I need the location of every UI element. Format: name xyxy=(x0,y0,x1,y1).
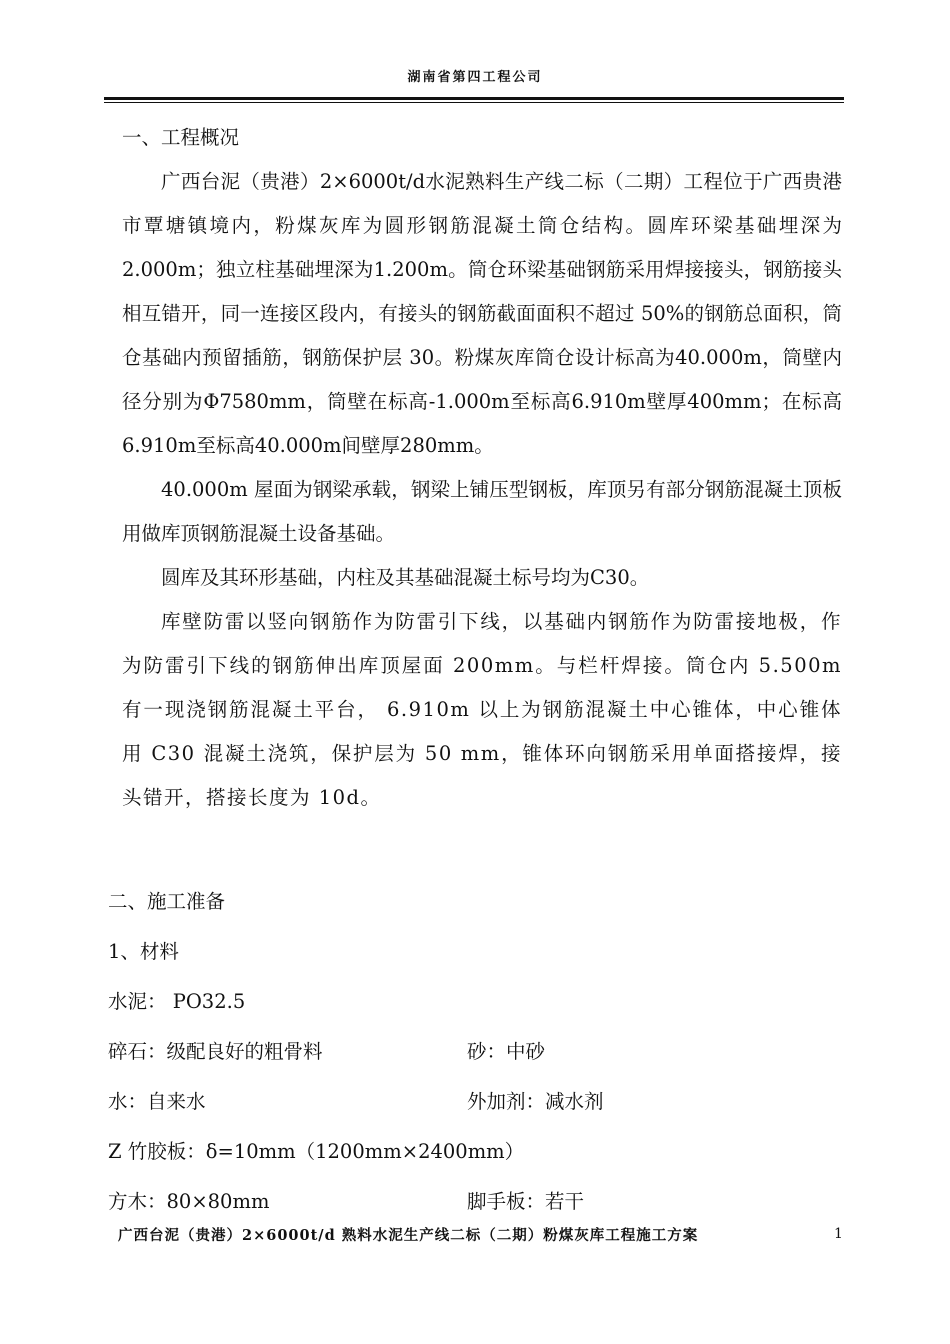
overview-paragraph-1: 广西台泥（贵港）2×6000t/d水泥熟料生产线二标（二期）工程位于广西贵港市覃塘镇境内，粉煤灰库为圆形钢筋混凝土筒仓结构。圆库环梁基础埋深为2.000m；独立柱基础埋深为1.200m。筒仓环梁基础钢筋采用焊接接头，钢筋接头相互错开，同一连接区段内，有接头的钢筋截面面积不超过 50%的钢筋总面积，筒仓基础内预留插筋，钢筋保护层 30。粉煤灰库筒仓设计标高为40.000m，筒壁内径分别为Φ7580mm，筒壁在标高-1.000m至标高6.910m壁厚400mm；在标高6.910m至标高40.000m间壁厚280mm。 xyxy=(122,170,842,457)
gravel-item: 碎石：级配良好的粗骨料 xyxy=(108,1040,323,1063)
overview-paragraph-4: 库壁防雷以竖向钢筋作为防雷引下线，以基础内钢筋作为防雷接地极，作为防雷引下线的钢筋伸出库顶屋面 200mm。与栏杆焊接。筒仓内 5.500m 有一现浇钢筋混凝土平台， 6.910m 以上为钢筋混凝土中心锥体，中心锥体用 C30 混凝土浇筑，保护层为 50 mm，锥体环向钢筋采用单面搭接焊，接头错开，搭接长度为 10d。 xyxy=(122,610,842,809)
plywood-item: Z 竹胶板：δ=10mm（1200mm×2400mm） xyxy=(108,1140,525,1163)
overview-paragraph-3: 圆库及其环形基础，内柱及其基础混凝土标号均为C30。 xyxy=(161,566,650,589)
overview-paragraph-2: 40.000m 屋面为钢梁承载，钢梁上铺压型钢板，库顶另有部分钢筋混凝土顶板用做库顶钢筋混凝土设备基础。 xyxy=(122,478,842,545)
section1-heading: 一、工程概况 xyxy=(122,126,240,149)
cement-item: 水泥： PO32.5 xyxy=(108,990,246,1013)
footer-document-title: 广西台泥（贵港）2×6000t/d 熟料水泥生产线二标（二期）粉煤灰库工程施工方案 xyxy=(118,1227,699,1244)
materials-subheading: 1、材料 xyxy=(108,940,179,963)
section2-heading: 二、施工准备 xyxy=(108,890,226,913)
header-rule xyxy=(104,97,844,100)
header-rule-thin xyxy=(104,102,844,103)
section-overview xyxy=(122,116,842,820)
page-number: 1 xyxy=(834,1226,843,1242)
admixture-item: 外加剂：减水剂 xyxy=(467,1090,604,1113)
water-item: 水：自来水 xyxy=(108,1090,206,1113)
company-title: 湖南省第四工程公司 xyxy=(407,70,543,85)
sand-item: 砂：中砂 xyxy=(467,1040,546,1063)
timber-item: 方木：80×80mm xyxy=(108,1190,270,1213)
scaffold-board-item: 脚手板：若干 xyxy=(467,1190,585,1213)
